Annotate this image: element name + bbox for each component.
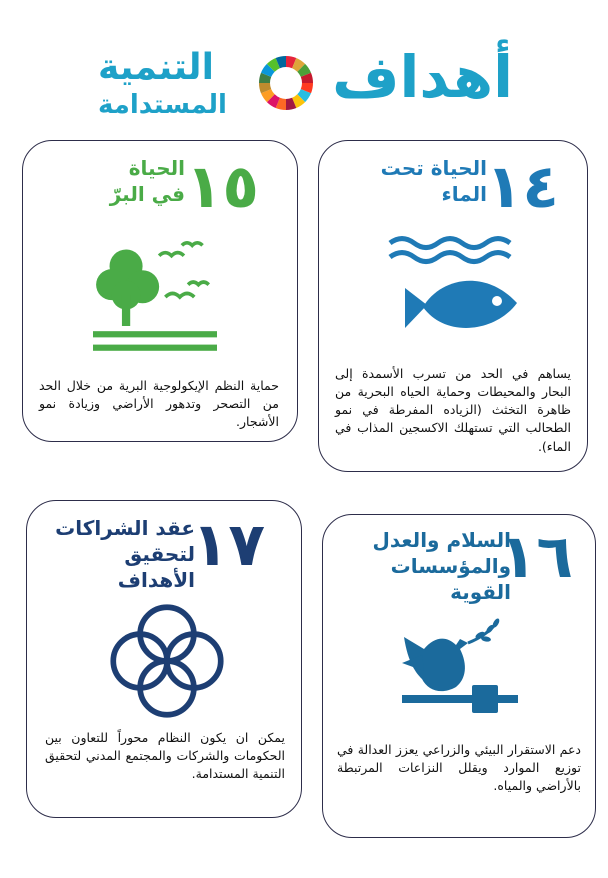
title-sub2: المستدامة [98, 90, 227, 120]
sdg-wheel-icon [258, 55, 314, 111]
goal-card-14 [318, 140, 588, 472]
dove-gavel-icon [393, 615, 525, 725]
goal-number: ١٤ [485, 152, 559, 222]
title-sub1: التنمية [98, 47, 214, 88]
header [0, 0, 608, 140]
title-main: أهداف [332, 43, 513, 111]
goal-title: الحياة في البرّ [109, 156, 185, 206]
goal-card-16 [322, 514, 596, 838]
goal-description: دعم الاستقرار البيئي والزراعي يعزز العدالة في توزيع الموارد ويقلل النزاعات المرتبطة بالأراضي والمياه. [337, 742, 581, 794]
goal-title: السلام والعدل والمؤسسات القوية [372, 528, 511, 604]
goal-description: يمكن ان يكون النظام محوراً للتعاون بين الحكومات والشركات والمجتمع المدني لتحقيق التنمية المستدامة. [45, 730, 285, 782]
goal-number: ١٦ [499, 522, 573, 592]
goal-title: الحياة تحت الماء [380, 156, 487, 206]
goal-number: ١٧ [191, 510, 265, 580]
goal-number: ١٥ [185, 152, 259, 222]
tree-birds-icon [93, 233, 217, 357]
goal-card-17 [26, 500, 302, 818]
rings-icon [105, 599, 229, 723]
goal-card-15 [22, 140, 298, 442]
goal-description: حماية النظم الإيكولوجية البرية من خلال الحد من التصحر وتدهور الأراضي وزيادة نمو الأشجار. [39, 378, 279, 430]
goal-description: يساهم في الحد من تسرب الأسمدة إلى البحار والمحيطات وحماية الحياه البحرية من ظاهرة التخثث (الزياده المفرطة في نمو الطحالب التي تستهلك الاكسجين المذاب في الماء). [335, 366, 571, 454]
goal-title: عقد الشراكات لتحقيق الأهداف [55, 516, 195, 592]
fish-waves-icon [385, 233, 525, 343]
